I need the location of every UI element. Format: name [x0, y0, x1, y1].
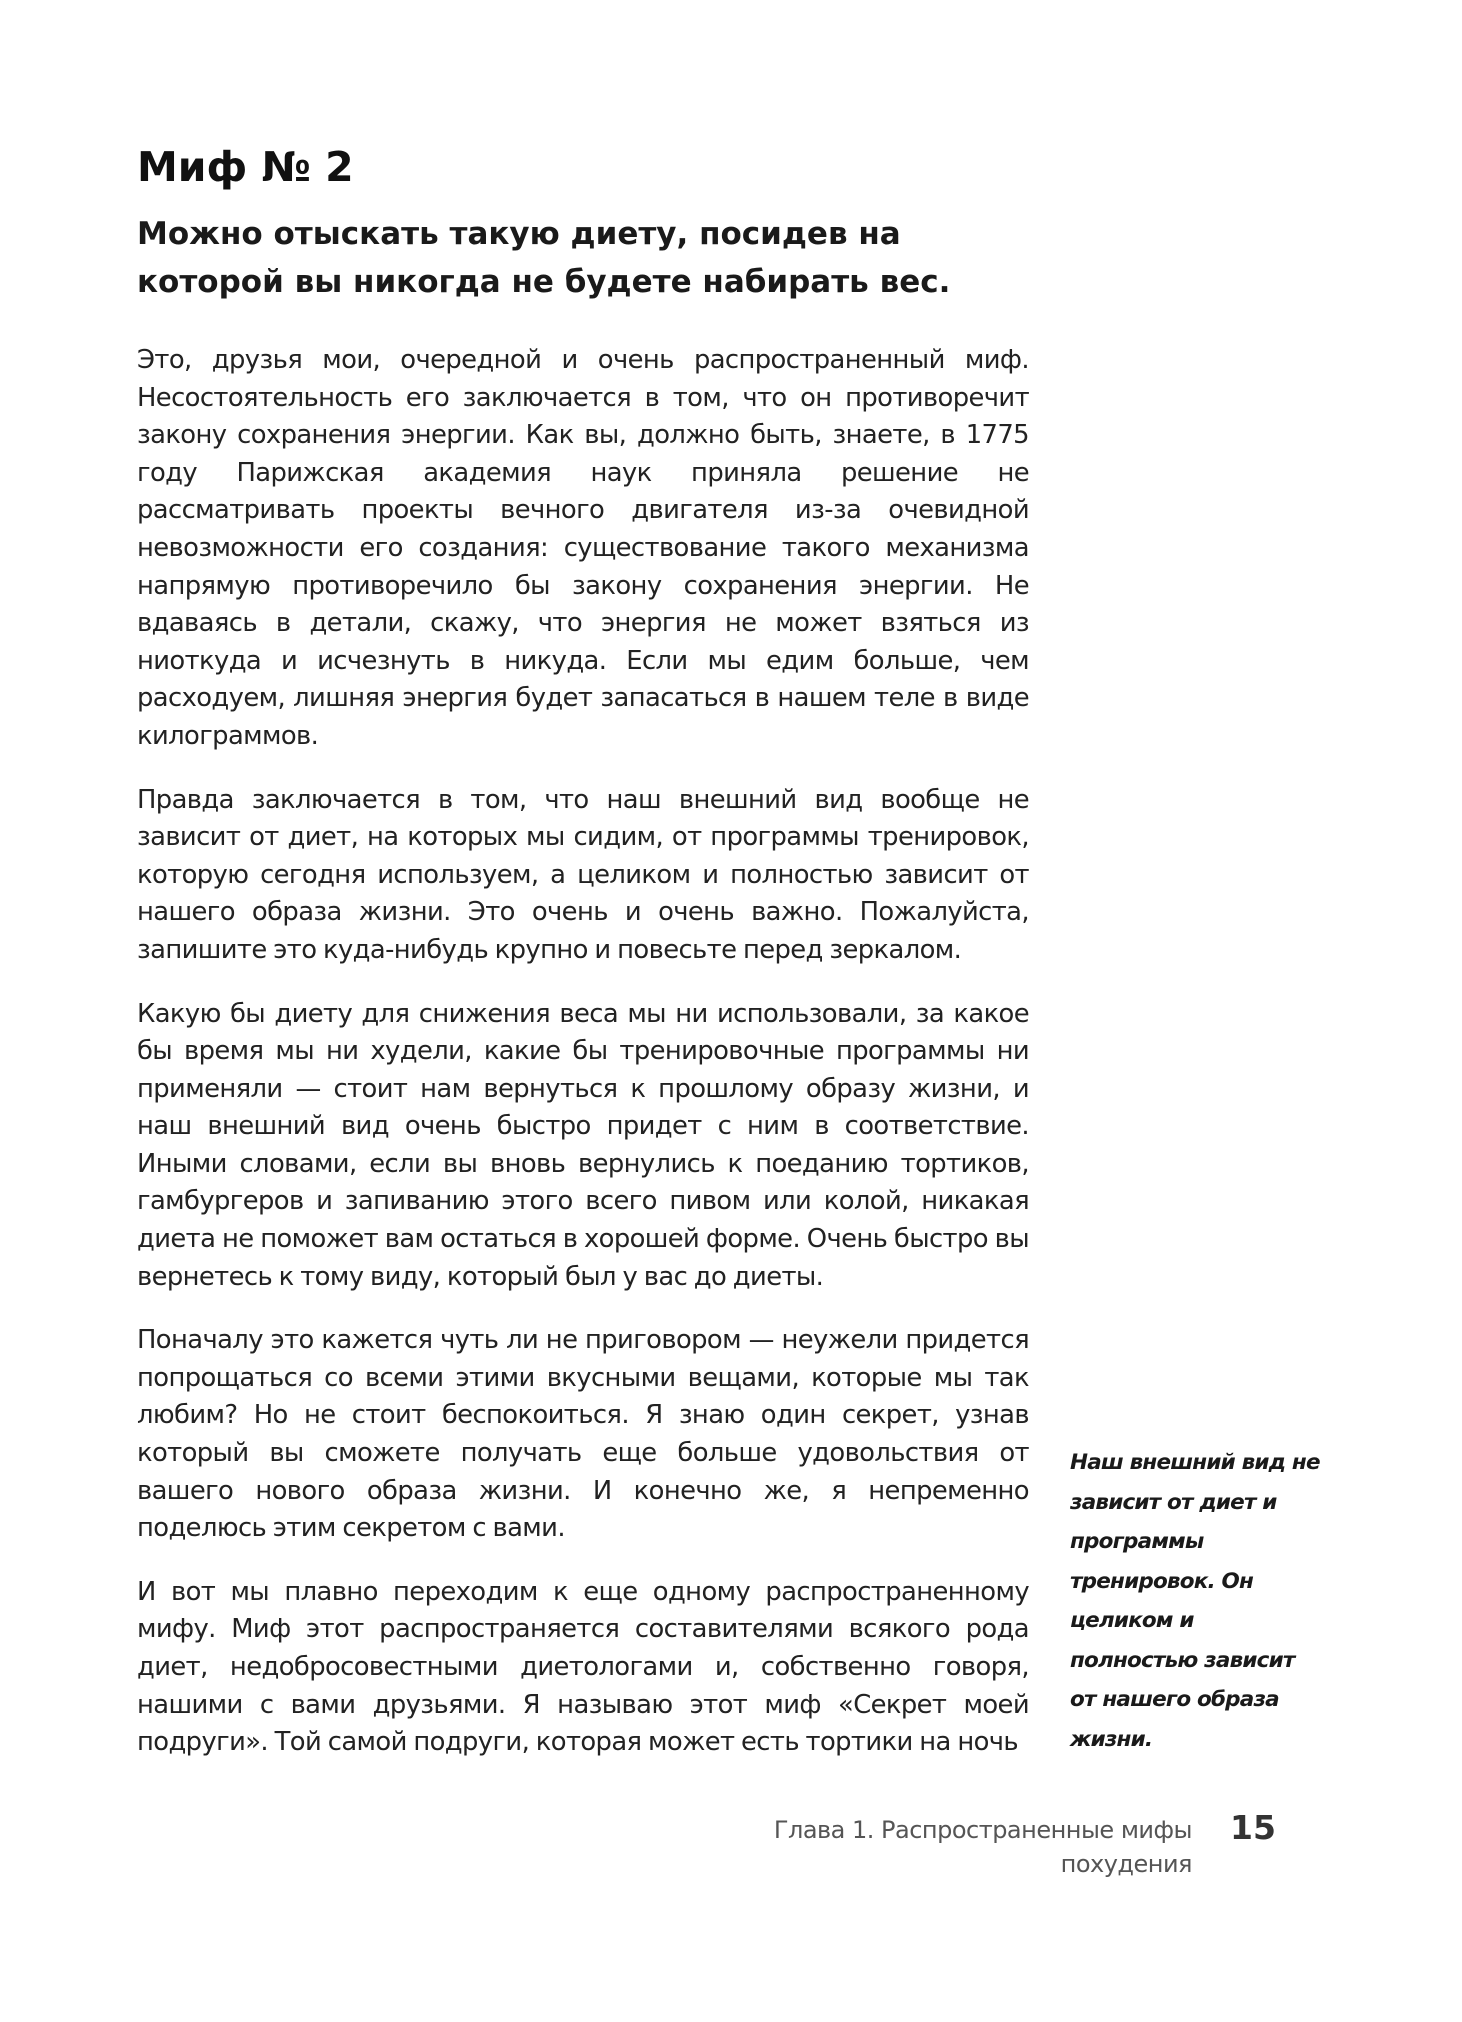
body-text — [137, 342, 1029, 1788]
paragraph-2: Правда заключается в том, что наш внешний вид вообще не зависит от диет, на которых мы сидим, от программы тренировок, которую сегодня используем, а целиком и полностью зависит от нашего образа жизни. Это очень и очень важно. Пожалуйста, запишите это куда-нибудь крупно и повесьте перед зеркалом. — [137, 784, 1029, 965]
page-number: 15 — [1230, 1808, 1276, 1847]
paragraph-3: Какую бы диету для снижения веса мы ни использовали, за какое бы время мы ни худели, какие бы тренировочные программы ни применяли — стоит нам вернуться к прошлому образу жизни, и наш внешний вид очень быстро придет с ним в соответствие. Иными словами, если вы вновь вернулись к поеданию тортиков, гамбургеров и запиванию этого всего пивом или колой, никакая диета не поможет вам остаться в хорошей форме. Очень быстро вы вернетесь к тому виду, который был у вас до диеты. — [137, 998, 1029, 1292]
myth-title: Миф № 2 — [137, 143, 354, 191]
margin-sidenote: Наш внешний вид не зависит от диет и программы тренировок. Он целиком и полностью зависит от нашего образа жизни. — [1070, 1450, 1320, 1752]
running-footer-chapter: Глава 1. Распространенные мифы похудения — [773, 1816, 1192, 1878]
paragraph-4: Поначалу это кажется чуть ли не приговором — неужели придется попрощаться со всеми этими вкусными вещами, которые мы так любим? Но не стоит беспокоиться. Я знаю один секрет, узнав который вы сможете получать еще больше удовольствия от вашего нового образа жизни. И конечно же, я непременно поделюсь этим секретом с вами. — [137, 1325, 1029, 1544]
paragraph-1: Это, друзья мои, очередной и очень распространенный миф. Несостоятельность его заключается в том, что он противоречит закону сохранения энергии. Как вы, должно быть, знаете, в 1775 году Парижская академия наук приняла решение не рассматривать проекты вечного двигателя из-за очевидной невозможности его создания: существование такого механизма напрямую противоречило бы закону сохранения энергии. Не вдаваясь в детали, скажу, что энергия не может взяться из ниоткуда и исчезнуть в никуда. Если мы едим больше, чем расходуем, лишняя энергия будет запасаться в нашем теле в виде килограммов. — [137, 345, 1029, 751]
paragraph-5: И вот мы плавно переходим к еще одному распространенному мифу. Миф этот распространяется составителями всякого рода диет, недобросовестными диетологами и, собственно говоря, нашими с вами друзьями. Я называю этот миф «Секрет моей подруги». Той самой подруги, которая может есть тортики на ночь — [137, 1576, 1029, 1758]
myth-subtitle: Можно отыскать такую диету, посидев на которой вы никогда не будете набирать вес. — [137, 216, 951, 300]
